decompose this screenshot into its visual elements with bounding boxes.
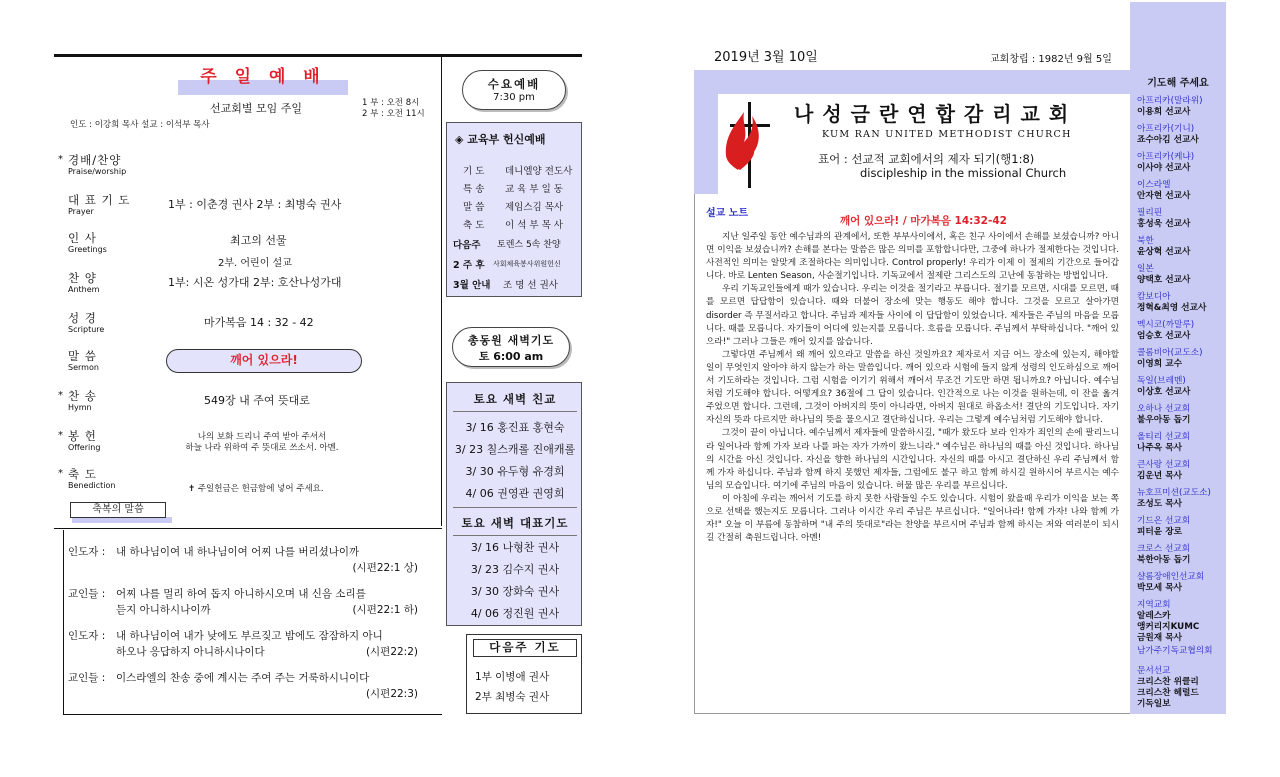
prayer-row: 3/ 30 장화숙 권사 <box>470 585 560 598</box>
order-label-en: Scripture <box>68 325 105 334</box>
prayer-item <box>1137 666 1199 710</box>
prayer-name: 이사야 선교사 <box>1137 163 1191 173</box>
prayer-name: 기독일보 <box>1137 699 1171 709</box>
service-subtitle: 선교회별 모임 주일 <box>210 102 303 115</box>
prayer-name: 정혁&최영 선교사 <box>1137 303 1207 313</box>
church-established: 교회창립 : 1982년 9월 5일 <box>990 54 1112 65</box>
prayer-region: 콜롬비아(교도소) <box>1137 348 1203 358</box>
edu-value: 제임스김 목사 <box>505 202 564 213</box>
order-item-hymn <box>58 388 438 414</box>
order-label-en: Anthem <box>68 285 100 294</box>
prayer-region: 문서선교 <box>1137 666 1171 676</box>
prayer-item <box>1137 646 1213 657</box>
order-label: 찬 송 <box>68 389 97 403</box>
speaker: 교인들 : <box>68 672 106 684</box>
prayer-name: 김운년 목사 <box>1137 471 1182 481</box>
fellowship-row: 3/ 23 칠스캐롤 진애캐롤 <box>454 443 576 456</box>
prayer-region: 기드온 선교회 <box>1137 516 1191 526</box>
dawn-prayer-pill <box>452 327 570 367</box>
prayer-region: 이스라엘 <box>1137 180 1171 190</box>
wednesday-title: 수요예배 <box>487 77 541 91</box>
service-times <box>362 98 425 120</box>
page-title: 주 일 예 배 <box>200 67 326 87</box>
fellowship-row: 3/ 16 홍진표 홍현숙 <box>465 421 565 434</box>
next-week-title: 다음주 기도 <box>473 639 577 657</box>
edu-value: 이 석 부 목 사 <box>505 220 563 231</box>
prayer-region: 아프리카(말라위) <box>1137 96 1203 106</box>
reading-ref: (시편22:2) <box>365 646 418 658</box>
prayer-name: 북한아동 돕기 <box>1137 555 1191 565</box>
standing-mark: * <box>58 468 63 479</box>
order-label-en: Greetings <box>68 245 107 254</box>
prayer-region: 크로스 선교회 <box>1137 544 1191 554</box>
order-label: 인 사 <box>68 231 97 245</box>
prayer-name: 이상호 선교사 <box>1137 387 1191 397</box>
methodist-cross-flame-icon <box>718 94 780 194</box>
order-label: 경배/찬양 <box>68 153 122 167</box>
reading-line: 내 하나님이여 내가 낮에도 부르짖고 밤에도 잠잠하지 아니 <box>116 630 383 642</box>
church-name-english: KUM RAN UNITED METHODIST CHURCH <box>822 129 1072 140</box>
prayer-name: 나주옥 목사 <box>1137 443 1182 453</box>
edu-key: 기 도 <box>463 166 485 177</box>
order-label-en: Benediction <box>68 481 116 490</box>
prayer-row: 3/ 16 나형찬 권사 <box>470 541 560 554</box>
order-label: 찬 양 <box>68 271 97 285</box>
prayer-item <box>1137 180 1190 202</box>
prayer-region: 오하나 선교회 <box>1137 404 1191 414</box>
reading-line: 어찌 나를 멀리 하여 돕지 아니하시오며 내 신음 소리를 <box>116 588 366 600</box>
wednesday-time: 7:30 pm <box>493 92 535 103</box>
edu-value: 교 육 부 일 동 <box>505 184 563 195</box>
prayer-item <box>1137 264 1190 286</box>
order-item-prayer <box>58 192 438 218</box>
divider <box>453 411 577 412</box>
prayer-row: 4/ 06 정진원 권사 <box>470 607 560 620</box>
prayer-item <box>1137 460 1190 482</box>
responsive-row <box>68 670 428 702</box>
order-item-praise <box>58 152 438 178</box>
prayer-item <box>1137 96 1203 118</box>
saturday-fellowship-title: 토요 새벽 친교 <box>473 392 557 406</box>
sermon-body <box>706 231 1119 545</box>
order-label: 대 표 기 도 <box>68 193 131 207</box>
edu-value: 사회체육봉사위원헌신 <box>493 260 561 268</box>
top-rule-middle <box>442 54 582 57</box>
prayer-item <box>1137 600 1199 644</box>
offering-line: 하늘 나라 위하여 주 뜻대로 쓰소서. 아멘. <box>185 443 339 453</box>
edu-value: 데니엘양 전도사 <box>505 166 573 177</box>
prayer-item <box>1137 516 1190 538</box>
edu-key: 다음주 <box>453 240 481 251</box>
prayer-name: 죠수아김 선교사 <box>1137 135 1199 145</box>
time-first: 1 부 : 오전 8시 <box>362 98 420 108</box>
standing-mark: * <box>58 430 63 441</box>
order-label-en: Sermon <box>68 363 99 372</box>
order-item-scripture <box>58 310 438 336</box>
prayer-item <box>1137 404 1190 426</box>
sermon-paragraph: 이 아침에 우리는 깨어서 기도를 하지 못한 사람들일 수도 있습니다. 시험이 왔을때 우리가 이익을 보는 쪽으로 선택을 했는지도 모릅니다. 그러나 이시간 우리 주님은 부르십니다. "일어나라! 함께 가자! 나와 함께 가자!" 오늘 이 부름에 동참하며 "내 주의 뜻대로"라는 찬양을 부르시며 주님과 함께 하시는 저와 여러분이 되시길 간절히 축원드립니다. 아멘! <box>706 493 1119 544</box>
prayer-item <box>1137 152 1194 174</box>
prayer-name: 크리스찬 헤럴드 <box>1137 688 1199 698</box>
reading-ref: (시편22:1 하) <box>352 604 418 616</box>
next-week-prayer-box <box>466 634 582 714</box>
prayer-name: 양택호 선교사 <box>1137 275 1191 285</box>
order-value-2: 2부. 어린이 설교 <box>218 258 292 269</box>
responsive-row <box>68 628 428 660</box>
church-name-korean: 나성금란연합감리교회 <box>794 102 1078 126</box>
prayer-name: 윤상혁 선교사 <box>1137 247 1191 257</box>
order-value: 최고의 선물 <box>230 234 287 247</box>
offering-hymn <box>172 432 352 454</box>
edu-value: 조 명 선 권사 <box>503 280 558 291</box>
order-label-en: Praise/worship <box>68 167 127 176</box>
top-rule <box>54 54 442 57</box>
prayer-name: 금원재 목사 <box>1137 633 1182 643</box>
bulletin-date: 2019년 3월 10일 <box>714 50 818 65</box>
order-label: 말 씀 <box>68 349 97 363</box>
prayer-name: 이영희 교수 <box>1137 359 1182 369</box>
prayer-region: 지역교회 <box>1137 600 1171 610</box>
prayer-item <box>1137 376 1190 398</box>
speaker: 인도자 : <box>68 630 106 642</box>
fellowship-row: 4/ 06 권영관 권영희 <box>465 487 565 500</box>
responsive-row <box>68 544 428 576</box>
education-title: ◈ 교육부 헌신예배 <box>455 133 546 146</box>
prayer-name: 크리스찬 위클리 <box>1137 677 1199 687</box>
church-motto: 표어 : 선교적 교회에서의 제자 되기(행1:8) <box>818 152 1035 166</box>
divider <box>453 507 577 508</box>
order-item-greetings <box>58 230 438 269</box>
prayer-item <box>1137 348 1203 370</box>
prayer-region: 멕시코(까말루) <box>1137 320 1195 330</box>
prayer-name: 홍성욱 선교사 <box>1137 219 1191 229</box>
standing-mark: * <box>58 154 63 165</box>
order-label-en: Hymn <box>68 403 92 412</box>
prayer-region: 북한 <box>1137 236 1154 246</box>
order-value: 1부 : 이춘경 권사 2부 : 최병숙 권사 <box>168 198 342 211</box>
time-second: 2 부 : 오전 11시 <box>362 109 425 119</box>
dawn-time: 토 6:00 am <box>478 350 544 363</box>
prayer-name: 앵커리지KUMC <box>1137 622 1200 632</box>
dawn-title: 총동원 새벽기도 <box>467 334 555 347</box>
prayer-item <box>1137 488 1211 510</box>
prayer-region: 아프리카(케냐) <box>1137 152 1195 162</box>
prayer-region: 뉴호프미션(교도소) <box>1137 488 1211 498</box>
prayer-item <box>1137 544 1190 566</box>
prayer-region: 아프리카(기니) <box>1137 124 1195 134</box>
sermon-paragraph: 그것이 끝이 아닙니다. 예수님께서 제자들에 말씀하시길, "때가 왔도다 보라 인자가 죄인의 손에 팔리느니라 일어나라 함께 가자 보라 나를 파는 자가 가까이 왔느니라." 예수님은 하나님의 때를 아신 것입니다. 하나님의 시간을 아신 것입니다. 자신을 향한 하나님의 시간입니다. 자신의 때를 아시고 결단하신 우리 주님께서 함께 가자 하십니다. 주님과 함께 하지 못했던 제자들, 그럼에도 불구 하고 함께 하시길 원하시어 부르시는 예수님의 모습입니다. 여기에 주님의 마음이 있습니다. 허물 많은 우리를 부르십니다. <box>706 428 1119 491</box>
prayer-item <box>1137 320 1194 342</box>
reading-ref: (시편22:1 상) <box>352 562 418 574</box>
divider <box>453 535 577 536</box>
edu-key: 3월 안내 <box>453 280 491 291</box>
reading-line-2: 듣지 아니하시나이까 <box>116 604 211 616</box>
section-divider <box>54 528 442 529</box>
offering-line: 나의 보화 드리니 주여 받아 주셔서 <box>197 432 327 442</box>
prayer-item <box>1137 208 1190 230</box>
reading-line-2: 하오나 응답하지 아니하시나이다 <box>116 646 265 658</box>
prayer-region: 필리핀 <box>1137 208 1163 218</box>
prayer-item <box>1137 236 1190 258</box>
officiants: 인도 : 이강희 목사 설교 : 이석부 목사 <box>70 120 210 130</box>
responsive-row <box>68 586 428 618</box>
sermon-paragraph: 지난 일주일 동안 예수님과의 관계에서, 또한 부부사이에서, 혹은 친구 사이에서 손해를 보셨습니까? 아니면 이익을 보셨습니까? 손해를 본다는 말씀은 많은 의미를 포함합니다만, 그중에 하나가 절제한다는 것입니다. 사전적인 의미는 알맞게 조절하다는 의미입니다. Control properly! 우리가 이제 이 절제의 기간으로 들어갑니다. 바로 Lenten Season, 사순절기입니다. 기독교에서 절제란 그리스도의 고난에 동참하는 방법입니다. <box>706 232 1119 282</box>
order-value: 마가복음 14 : 32 - 42 <box>204 316 314 329</box>
prayer-region: 일본 <box>1137 264 1154 274</box>
wednesday-service-pill <box>462 70 566 110</box>
education-dept-box <box>446 122 582 297</box>
reading-line: 이스라엘의 찬송 중에 계시는 주여 주는 거룩하시니이다 <box>116 672 370 684</box>
reading-line: 내 하나님이여 내 하나님이여 어찌 나를 버리셨나이까 <box>116 546 360 558</box>
order-label: 성 경 <box>68 311 97 325</box>
order-value: 1부: 시온 성가대 2부: 호산나성가대 <box>168 276 342 289</box>
prayer-item <box>1137 572 1204 594</box>
speaker: 인도자 : <box>68 546 106 558</box>
prayer-region: 독일(브레멘) <box>1137 376 1186 386</box>
prayer-item <box>1137 124 1199 146</box>
edu-key: 특 송 <box>463 184 485 195</box>
fellowship-row: 3/ 30 유두형 유경희 <box>465 465 565 478</box>
edu-key: 말 씀 <box>463 202 485 213</box>
saturday-prayer-title: 토요 새벽 대표기도 <box>461 516 569 530</box>
prayer-name: 이용희 선교사 <box>1137 107 1191 117</box>
sermon-paragraph: 우리 기독교인들에게 때가 있습니다. 우리는 이것을 절기라고 부릅니다. 절기를 모르면, 시대를 모르면, 때를 모르면 답답함이 있습니다. 때와 더불어 장소에 맞는 행동도 해야 합니다. 그것을 모르고 살아가면 disorder 즉 무질서라고 합니다. 주님과 제자들 사이에 이 답답함이 있었습니다. 제자들은 주님의 마음을 모릅니다. 때를 모릅니다. 자기들이 어디에 있는지를 모릅니다. 흐름을 모릅니다. 주님께서 부탁하십니다. "깨어 있으라!" 그러나 그들은 깨어 있지를 않습니다. <box>706 284 1119 347</box>
prayer-name: 조성도 목사 <box>1137 499 1182 509</box>
church-motto-english: discipleship in the missional Church <box>860 166 1067 180</box>
prayer-name: 안자현 선교사 <box>1137 191 1191 201</box>
order-label-en: Offering <box>68 443 101 452</box>
edu-value: 토렌스 5속 찬양 <box>497 240 561 250</box>
standing-mark: * <box>58 390 63 401</box>
prayer-name: 박모세 목사 <box>1137 583 1182 593</box>
order-label: 축 도 <box>68 467 97 481</box>
saturday-box <box>446 382 582 626</box>
prayer-name: 알레스카 <box>1137 611 1171 621</box>
order-value: 549장 내 주여 뜻대로 <box>204 394 310 407</box>
reading-ref: (시편22:3) <box>365 688 418 700</box>
prayer-region: 큰사랑 선교회 <box>1137 460 1191 470</box>
prayer-region: 캄보디아 <box>1137 292 1171 302</box>
order-label-en: Prayer <box>68 207 94 216</box>
prayer-row: 3/ 23 김수지 권사 <box>470 563 560 576</box>
prayer-region: 올티리 선교회 <box>1137 432 1191 442</box>
speaker: 교인들 : <box>68 588 106 600</box>
column-divider <box>441 56 442 526</box>
prayer-item <box>1137 292 1206 314</box>
edu-key: 2 주 후 <box>453 260 485 271</box>
sermon-paragraph: 그렇다면 주님께서 왜 깨어 있으라고 말씀을 하신 것일까요? 제자로서 지금 어느 장소에 있는지, 해야할 일이 무엇인지 알아야 하지 않는가 하는 말씀입니다. 깨어 있으라 시험에 들지 않게 성령의 인도하심으로 깨어서 기도하라는 것입니다. 그럼 시험을 이기기 위해서 깨어서 무조건 기도만 하면 됩니까요? 아닙니다. 예수님처럼 기도해야 합니다. 어떻게요? 36절에 그 답이 있습니다. 인간적으로 나는 이것을 원하는데, 이 잔을 옮겨주었으면 합니다. 그런데, 그것이 아버지의 뜻이 아니라면, 아버지 원대로 하옵소서! 결단의 기도입니다. 자기 자신의 뜻과 다르지만 하나님의 뜻을 물으시고 결단하십니다. 우리는 그렇게 예수님처럼 기도해야 합니다. <box>706 349 1119 426</box>
prayer-item <box>1137 432 1190 454</box>
next-week-row: 1부 이병애 권사 <box>475 671 550 683</box>
sermon-heading: 깨어 있으라! / 마가복음 14:32-42 <box>840 215 1007 227</box>
sermon-note-label: 설교 노트 <box>706 208 749 219</box>
prayer-region: 샬롬장애인선교회 <box>1137 572 1205 582</box>
edu-key: 축 도 <box>463 220 485 231</box>
next-week-row: 2부 최병숙 권사 <box>475 691 550 703</box>
blessing-label: 축복의 말씀 <box>70 502 166 518</box>
offering-notice: ✝ 주일헌금은 헌금함에 넣어 주세요. <box>188 484 324 494</box>
sermon-title-pill: 깨어 있으라! <box>166 349 362 373</box>
prayer-name: 불우아동 돕기 <box>1137 415 1191 425</box>
prayer-region: 남가주기독교협의회 <box>1137 646 1213 656</box>
order-item-anthem <box>58 270 438 296</box>
prayer-name: 피터윤 장로 <box>1137 527 1182 537</box>
prayer-name: 엄승호 선교사 <box>1137 331 1191 341</box>
prayer-title: 기도해 주세요 <box>1147 78 1209 89</box>
order-label: 봉 헌 <box>68 429 97 443</box>
